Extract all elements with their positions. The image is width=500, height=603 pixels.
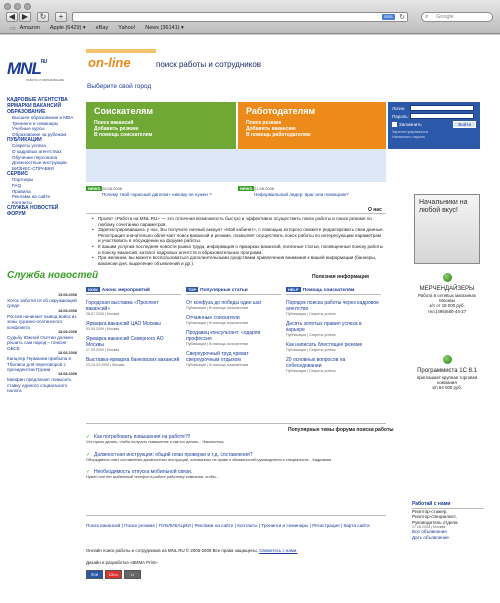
job-ad-company: Работа в сетевых магазинах Москвы (418, 293, 476, 304)
item-meta: 17.09.2009 | Москва (86, 348, 120, 352)
new-tab-button[interactable]: + (55, 12, 67, 22)
nav-service[interactable]: СЕРВИС (7, 171, 29, 178)
forum-heading: Популярные темы форума поиска работы (288, 427, 394, 433)
item-title[interactable]: 20 основных вопросов на собеседовании (286, 357, 346, 369)
item-title[interactable]: Сверхурочный труд чреват сверхурочным отдыхом (186, 351, 249, 363)
logo-ru: RU (40, 59, 47, 65)
nav-service-item[interactable]: Контакты (12, 199, 32, 205)
job-ad[interactable] (414, 355, 480, 391)
news-date: 18.08.2008 (57, 372, 77, 377)
events-column (86, 287, 181, 372)
register-link[interactable]: Зарегистрироваться (392, 130, 428, 134)
bookmark-1[interactable]: Apple (6429) ▾ (49, 25, 86, 31)
seekers-title[interactable]: Соискателям (94, 106, 154, 116)
forum-topic-title[interactable]: ✓ Необходимость отпуска мобильной связи. (86, 469, 386, 475)
column-tag: TOP (188, 287, 197, 292)
item-title[interactable]: Городская выставка «Проспект вакансий» (86, 300, 159, 312)
copyright-text: Онлайн поиск работы и сотрудников на MNL.RU © 2005-2008 Все права защищены. (86, 548, 258, 553)
browser-chrome (0, 0, 500, 34)
news-date: 18.08.2008 (57, 308, 77, 313)
news-badge: NEWS (240, 186, 252, 191)
counter-badge[interactable]: ПОИ (86, 570, 103, 579)
city-selector[interactable]: Выберите свой город (87, 83, 152, 90)
forum-topic-title[interactable]: ✓ Должностная инструкция: общий план проверки и т.д. составления? (86, 452, 386, 458)
about-heading: О нас (368, 207, 382, 213)
forum-topic-excerpt: Обсуждается опыт составления должностных инструкций, основанных на праве и обязанностей руководителя и специалиста... Кадровики (86, 457, 332, 462)
seekers-panel (86, 102, 236, 149)
work-item: Риэлтор-специалист, (412, 514, 457, 520)
bookmarks-bar (10, 25, 184, 32)
banner-tagline: поиск работы и сотрудников (156, 60, 262, 69)
banner-brand: on-line (88, 55, 131, 70)
nav-agencies[interactable]: КАДРОВЫЕ АГЕНТСТВА (7, 97, 68, 103)
list-item[interactable] (186, 330, 281, 347)
nav-service-item[interactable]: FAQ (12, 182, 22, 188)
contact-link[interactable]: Свяжитесь с нами. (259, 548, 298, 553)
help-column (286, 287, 381, 378)
bookmarks-icon[interactable]: ▭ (10, 26, 16, 32)
news-item[interactable] (7, 351, 77, 372)
design-credit[interactable]: Дизайн и разработка «ВИМА Print» (86, 560, 158, 565)
item-meta: Публикации | В помощь соискателям (186, 363, 248, 367)
news-date: 15.08.2008 (57, 293, 77, 297)
copyright (86, 548, 297, 553)
address-bar[interactable] (72, 12, 408, 22)
item-meta: Публикации | В помощь соискателям (186, 321, 248, 325)
employers-link[interactable]: В помощь работодателям (246, 132, 311, 138)
green-ball-icon (443, 273, 452, 282)
nav-service-item[interactable]: Реклама на сайте (12, 194, 51, 200)
about-paragraph: • Проект «Работа на MNL.RU» — это отличная возможность быстро и эффективно осуществить поиск работы и поиск резюме по любому сочетанию параметров. (92, 216, 384, 227)
list-item[interactable] (86, 357, 181, 368)
news-title[interactable]: Канцлер Германии прибыла в Тбилиси для переговоров с президентом Грузии (7, 356, 71, 373)
job-ad[interactable] (414, 273, 480, 314)
password-label: Пароль: (392, 113, 409, 119)
nav-service-item[interactable]: Партнеры (12, 177, 34, 183)
banner-ad-title: Начальники на любой вкус! (419, 199, 468, 214)
column-title[interactable]: Популярные статьи (200, 288, 248, 293)
strip-title[interactable]: Почему твой «красный диплом» никому не нужен ? (102, 192, 212, 197)
work-item: Риэлтор-стажер, (412, 509, 448, 514)
news-list (7, 293, 77, 394)
nav-education-item[interactable]: Тренинги и семинары (12, 120, 59, 126)
login-field[interactable] (410, 105, 474, 111)
item-title[interactable]: Как написать блестящее резюме (286, 342, 363, 348)
nav-news-service[interactable]: СЛУЖБА НОВОСТЕЙ (7, 205, 59, 212)
forum-topics (86, 434, 386, 487)
forum-topic-excerpt: Нужен или нет мобильный телефон в работе работнику компании, чтобы... (86, 475, 219, 480)
item-meta: Публикации | Секреты успеха (286, 312, 336, 316)
nav-education[interactable]: ОБРАЗОВАНИЕ (7, 109, 46, 115)
banner-decoration (86, 49, 156, 53)
forum-topic-title[interactable]: ✓ Как потребовать повышения на работе?!! (86, 434, 386, 440)
nav-education-item[interactable]: Высшее образование и MBA (12, 115, 74, 120)
news-date: 18.08.2008 (57, 351, 77, 356)
seekers-link[interactable]: Добавить резюме (94, 126, 139, 132)
item-title[interactable]: Отчаянные соискатели (186, 315, 240, 321)
search-icon: ⌕ (425, 14, 429, 20)
bookmark-4[interactable]: News (36141) ▾ (145, 25, 184, 31)
news-title[interactable]: Россия начинает вывод войск из зоны грузино-осетинского конфликта (7, 313, 77, 330)
forgot-password-link[interactable]: Напомнить пароль (392, 134, 426, 139)
column-heading (286, 287, 381, 295)
work-heading[interactable]: Работай с нами (412, 501, 484, 509)
news-item[interactable] (7, 309, 77, 330)
list-item[interactable] (86, 321, 181, 332)
work-meta: 17.08.2008 | Москва (412, 525, 446, 530)
useful-info-heading: Полезная информация (312, 274, 369, 280)
reload-page-button[interactable]: ↻ (37, 12, 49, 22)
login-button[interactable]: Войти (453, 121, 476, 128)
list-item[interactable] (286, 300, 381, 317)
item-title[interactable]: От конфуза до победы один шаг (186, 300, 262, 306)
minimize-window-icon[interactable] (14, 3, 21, 10)
item-meta: 26.07.2009 | Москва (86, 312, 120, 316)
nav-publications-item[interactable]: О кадровых агентствах (12, 148, 62, 154)
list-item[interactable] (86, 300, 181, 317)
nav-job-fairs[interactable]: ЯРМАРКИ ВАКАНСИЙ (7, 103, 62, 109)
nav-education-item[interactable]: Учебные курсы (12, 126, 45, 132)
job-ad-salary: з/п 84 000 руб. (432, 385, 462, 391)
news-date: 18.08.2008 (57, 330, 77, 335)
nav-publications[interactable]: ПУБЛИКАЦИИ (7, 137, 42, 144)
news-item[interactable] (7, 372, 77, 393)
item-meta: Публикации | Секреты успеха (286, 369, 336, 373)
column-tag: HELP (288, 287, 299, 292)
news-heading: Служба новостей (7, 270, 99, 281)
header-banner[interactable] (86, 47, 336, 79)
zoom-window-icon[interactable] (24, 3, 31, 10)
login-form (388, 102, 480, 149)
item-title[interactable]: Продавец консультант: «одаряя профессия (186, 330, 261, 342)
forum-topic[interactable] (86, 452, 386, 463)
item-meta: 03.09.2009 | Москва (86, 327, 120, 331)
news-title[interactable]: Хегос заботится об окружающей среде (7, 298, 77, 309)
counter-badge[interactable]: LI (124, 570, 141, 579)
forum-divider (86, 423, 386, 424)
close-window-icon[interactable] (4, 3, 11, 10)
nav-publications-item[interactable]: БИЗНЕС-СПРАВКИ (12, 165, 54, 171)
about-text (92, 216, 384, 266)
window-controls (4, 3, 31, 10)
seekers-link[interactable]: Поиск вакансий (94, 120, 134, 126)
right-banner-ad[interactable] (414, 194, 480, 264)
item-title[interactable]: Выставка-ярмарка банковских вакансий (86, 357, 180, 363)
employers-link[interactable]: Поиск резюме (246, 120, 282, 126)
job-ad-title[interactable]: Программиста 1С 8.1 (417, 368, 477, 374)
logo-text: MNL (7, 59, 41, 78)
nav-publications-item[interactable]: Обучение персонала (12, 154, 58, 160)
logo-subtitle: РАБОТА И ОБРАЗОВАНИЕ (26, 78, 65, 82)
rss-badge[interactable]: RSS (382, 14, 395, 20)
remember-checkbox[interactable] (392, 122, 397, 127)
footer-divider (86, 515, 386, 516)
articles-column (186, 287, 281, 372)
work-with-us (412, 501, 484, 540)
nav-publications-item[interactable]: Секреты успеха (12, 143, 46, 149)
news-item[interactable] (7, 293, 77, 309)
password-field[interactable] (410, 113, 474, 119)
item-meta: 23-24.02.2009 | Москва (86, 363, 125, 367)
back-button[interactable]: ◀ (6, 12, 18, 22)
site-logo[interactable] (7, 59, 46, 79)
strip-date: 25.08.2008 (102, 186, 123, 191)
search-placeholder: Google (436, 14, 454, 20)
item-meta: Публикации | В помощь соискателям (186, 306, 248, 310)
nav-publications-item[interactable]: Должностные инструкции (12, 160, 67, 166)
column-tag: NOW (88, 287, 98, 292)
search-input[interactable] (421, 12, 493, 22)
nav-forum[interactable]: ФОРУМ (7, 211, 26, 218)
panel-footer-strip (86, 149, 386, 182)
post-ad-link[interactable]: Дать объявление (412, 534, 449, 540)
counters (86, 570, 141, 579)
list-item[interactable] (186, 351, 281, 368)
news-item[interactable] (7, 330, 77, 351)
about-paragraph: • При желании, вы можете воспользоваться дополнительными средствами привлечения внимания к вашей информации (баннеры, вакансии дня, выделение объявлений и др.). (92, 255, 384, 266)
counter-badge[interactable]: 100.ru (105, 570, 122, 579)
column-heading (186, 287, 281, 295)
bookmark-0[interactable]: Amazon (19, 25, 40, 31)
forum-topic-excerpt: Что нужно делать, чтобы получить повышение и как его делать... Накопилось (86, 440, 224, 444)
strip-date: 21.08.2008 (254, 186, 275, 191)
list-item[interactable] (286, 357, 381, 374)
nav-service-item[interactable]: Правила (12, 188, 31, 194)
column-title[interactable]: Помощь соискателям (302, 288, 355, 293)
news-title[interactable]: Минфин предлагает повысить ставку единого социального налога (7, 377, 72, 394)
work-item: Руководитель отдела (412, 519, 458, 525)
item-title[interactable]: Ярмарка вакансий ЦАО Москвы (86, 321, 161, 327)
login-label: Логин: (392, 105, 406, 111)
job-ad-company: приглашает крупная торговая компания (416, 375, 478, 386)
job-ad-salary: з/п от 18 000 руб. (429, 303, 465, 309)
green-ball-icon (443, 355, 452, 364)
refresh-icon[interactable]: ↻ (399, 14, 405, 21)
list-item[interactable] (86, 336, 181, 353)
item-meta: Публикации | В помощь соискателям (186, 342, 248, 346)
footer-nav[interactable]: Поиск вакансий | Поиск резюме | ПУБЛИКАЦИИ | Реклама на сайте | Контакты | Тренинги и семинары | Регистрация | Карта сайта (86, 523, 370, 528)
item-title[interactable]: Порядок поиска работы через кадровое агентство (286, 300, 379, 312)
list-item[interactable] (286, 321, 381, 338)
bookmark-3[interactable]: Yahoo! (118, 25, 136, 31)
column-title[interactable]: Анонс мероприятий (101, 288, 150, 293)
item-title[interactable]: Десять золотых правил успеха в карьере (286, 321, 362, 333)
job-ad-title[interactable]: МЕРЧЕНДАЙЗЕРЫ (419, 286, 475, 292)
about-divider (86, 213, 386, 214)
list-item[interactable] (286, 342, 381, 353)
item-meta: Публикации | Секреты успеха (286, 348, 336, 352)
news-badge: NEWS (88, 186, 100, 191)
nav-education-item[interactable]: Образование за рубежом (12, 131, 67, 137)
list-item[interactable] (186, 300, 281, 311)
employers-panel (238, 102, 386, 149)
seekers-link[interactable]: В помощь соискателям (94, 132, 153, 138)
item-title[interactable]: Ярмарка вакансий Северного АО Москвы (86, 336, 164, 348)
web-page (0, 35, 500, 603)
item-meta: Публикации | Секреты успеха (286, 333, 336, 337)
bookmark-2[interactable]: eBay (95, 25, 109, 31)
job-ad-phone: тел.(495)680-44-27 (427, 308, 467, 314)
forum-topic[interactable] (86, 434, 386, 445)
forward-button[interactable]: ▶ (19, 12, 31, 22)
all-ads-link[interactable]: Все объявления (412, 529, 447, 535)
strip-title[interactable]: Неформальный лидер: враг или помощник? (254, 192, 349, 197)
news-title[interactable]: Судьбу Южной Осетии должен решить сам народ – гонконг ОБСЕ (7, 335, 74, 351)
column-heading (86, 287, 181, 295)
employers-title[interactable]: Работодателям (246, 106, 316, 116)
about-paragraph: • К вашим услугам последняя новости рынка труда, информация о ярмарках вакансий, полезные статьи, посвященные поиску работы и поиску вакансий, каталог кадровых агентств и образовательных программ. (92, 244, 384, 255)
list-item[interactable] (186, 315, 281, 326)
forum-topic[interactable] (86, 469, 386, 480)
left-sidebar (7, 97, 82, 217)
remember-label: Запомнить (399, 122, 422, 127)
about-paragraph: • Зарегистрировавшись у нас, Вы получите личный аккаунт «Мой кабинет», с помощью которого сможете редактировать свои данные. Регистрация значительно облегчает поиск вакансий и резюме, позволяет осуществить поиск работы по интересующим параметрам и участвовать в обсуждении на форуме работы. (92, 227, 384, 244)
employers-link[interactable]: Добавить вакансию (246, 126, 296, 132)
